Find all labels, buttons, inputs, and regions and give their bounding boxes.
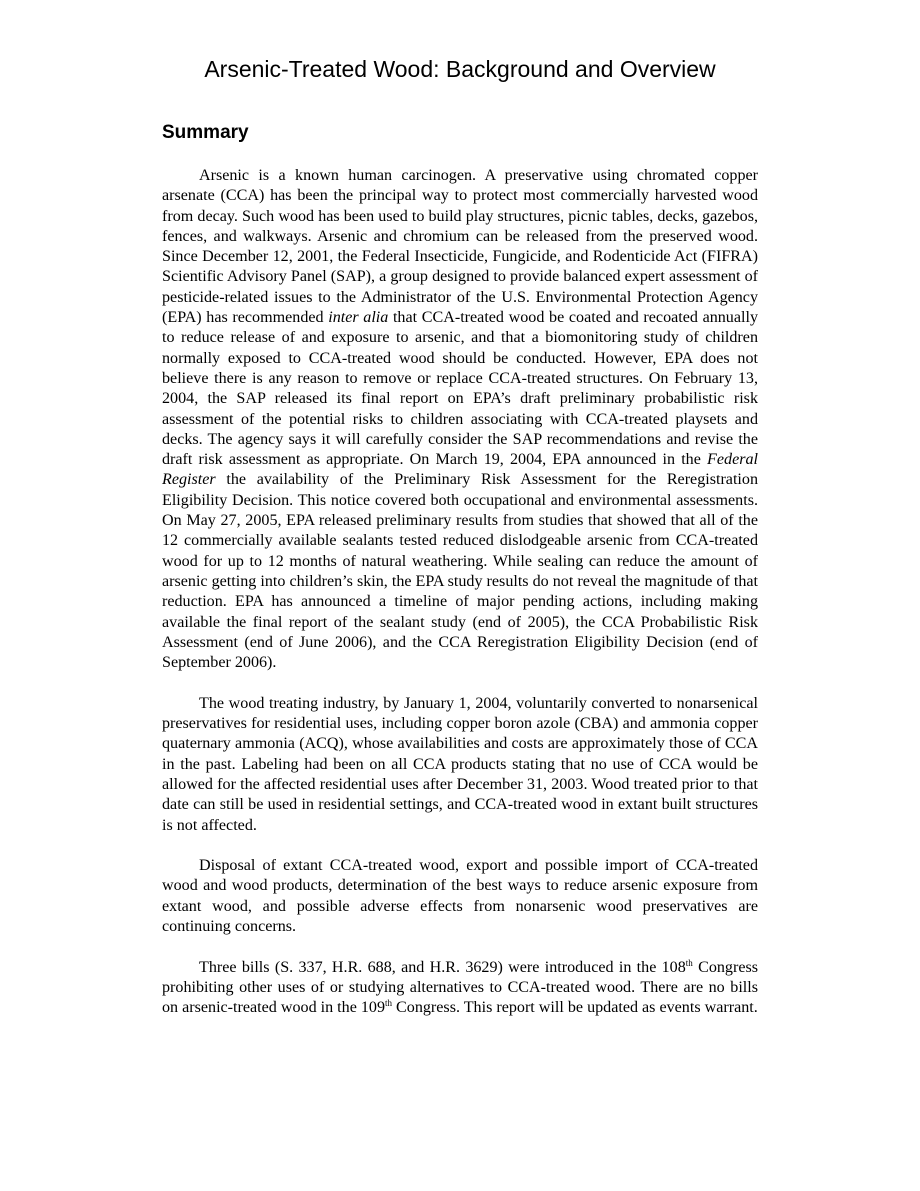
paragraph-text: Arsenic is a known human carcinogen. A preservative using chromated copper arsenate (CCA) has been the principal way to protect most commercially harvested wood from decay. Such wood has been used to build play structures, picnic tables, decks, gazebos, fences, and walkways. Arsenic and chromium can be released from the preserved wood. Since December 12, 2001, the Federal Insecticide, Fungicide, and Rodenticide Act (FIFRA) Scientific Advisory Panel (SAP), a group designed to provide balanced expert assessment of pesticide-related issues to the Administrator of the U.S. Environmental Protection Agency (EPA) has recommended xyxy=(162,167,758,327)
summary-paragraph-1 xyxy=(162,166,758,673)
paragraph-text: Congress prohibiting other uses of or studying alternatives to CCA-treated wood. There are no bills on arsenic-treated wood in the 109 xyxy=(162,958,758,1017)
paragraph-text: Congress. This report will be updated as events warrant. xyxy=(392,999,758,1017)
paragraph-text: the availability of the Preliminary Risk Assessment for the Reregistration Eligibility Decision. This notice covered both occupational and environmental assessments. On May 27, 2005, EPA released preliminary results from studies that showed that all of the 12 commercially available sealants tested reduced dislodgeable arsenic from CCA-treated wood for up to 12 months of natural weathering. While sealing can reduce the amount of arsenic getting into children’s skin, the EPA study results do not reveal the magnitude of that reduction. EPA has announced a timeline of major pending actions, including making available the final report of the sealant study (end of 2005), the CCA Probabilistic Risk Assessment (end of June 2006), and the CCA Reregistration Eligibility Decision (end of September 2006). xyxy=(162,471,758,672)
paragraph-text: Three bills (S. 337, H.R. 688, and H.R. 3629) were introduced in the 108 xyxy=(199,958,686,976)
paragraph-text: that CCA-treated wood be coated and recoated annually to reduce release of and exposure to arsenic, and that a biomonitoring study of children normally exposed to CCA-treated wood should be conducted. However, EPA does not believe there is any reason to remove or replace CCA-treated structures. On February 13, 2004, the SAP released its final report on EPA’s draft preliminary probabilistic risk assessment of the potential risks to children associating with CCA-treated playsets and decks. The agency says it will carefully consider the SAP recommendations and revise the draft risk assessment as appropriate. On March 19, 2004, EPA announced in the xyxy=(162,309,758,469)
summary-paragraph-3: Disposal of extant CCA-treated wood, export and possible import of CCA-treated wood and wood products, determination of the best ways to reduce arsenic exposure from extant wood, and possible adverse effects from nonarsenic wood preservatives are continuing concerns. xyxy=(162,857,758,935)
italic-publication-name: Federal Register xyxy=(162,451,758,489)
summary-body xyxy=(162,166,758,1018)
section-heading-summary: Summary xyxy=(162,122,249,143)
superscript-ordinal: th xyxy=(385,998,393,1009)
italic-term: inter alia xyxy=(328,309,389,327)
summary-paragraph-4 xyxy=(162,958,758,1019)
superscript-ordinal: th xyxy=(685,957,693,968)
summary-paragraph-2: The wood treating industry, by January 1, 2004, voluntarily converted to nonarsenical preservatives for residential uses, including copper boron azole (CBA) and ammonia copper quaternary ammonia (ACQ), whose availabilities and costs are approximately those of CCA in the past. Labeling had been on all CCA products stating that no use of CCA would be allowed for the affected residential uses after December 31, 2003. Wood treated prior to that date can still be used in residential settings, and CCA-treated wood in extant built structures is not affected. xyxy=(162,694,758,834)
document-title: Arsenic-Treated Wood: Background and Overview xyxy=(204,56,716,82)
